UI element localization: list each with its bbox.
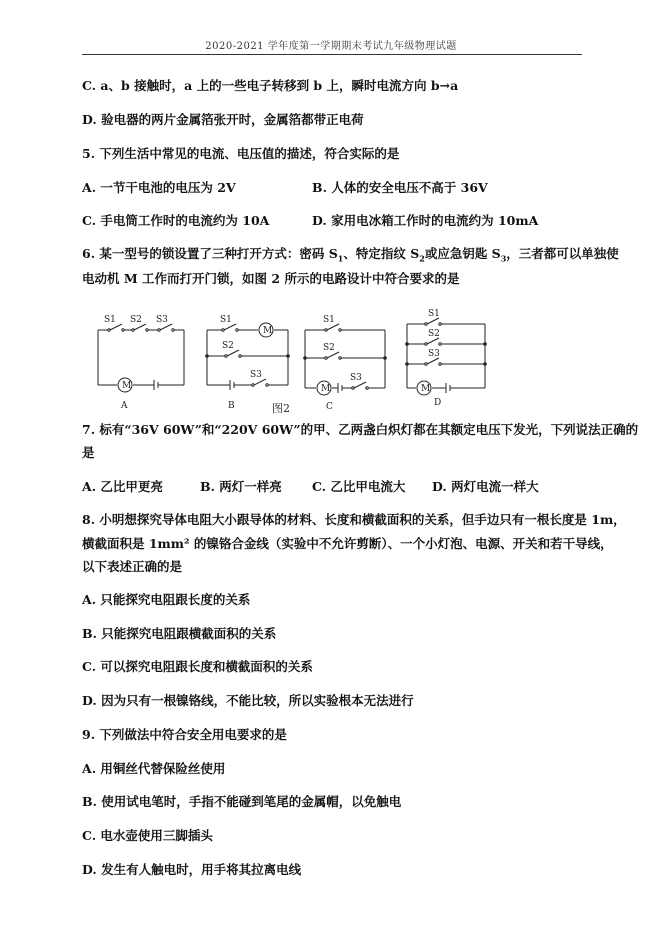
- label-s2: S2: [323, 343, 335, 353]
- node-dot: [405, 342, 409, 346]
- node-dot: [383, 356, 387, 360]
- q5-option-b: B. 人体的安全电压不高于 36V: [312, 180, 488, 195]
- q8-option-a: A. 只能探究电阻跟长度的关系: [82, 592, 251, 607]
- q6-text-a: 6. 某一型号的锁设置了三种打开方式：密码 S: [82, 246, 338, 261]
- circuit-a: [98, 324, 184, 392]
- label-s3: S3: [250, 370, 262, 380]
- circuit-c: [305, 324, 385, 395]
- label-c: C: [326, 402, 333, 412]
- circuit-d: [407, 318, 485, 395]
- q7-option-b: B. 两灯一样亮: [200, 479, 282, 494]
- q8-stem-line2: 横截面积是 1mm² 的镍铬合金线（实验中不允许剪断）、一个小灯泡、电源、开关和若干导线，: [82, 536, 613, 551]
- label-motor: M: [122, 381, 132, 391]
- node-dot: [303, 356, 307, 360]
- header-rule: [82, 54, 582, 55]
- q8-option-c: C. 可以探究电阻跟长度和横截面积的关系: [82, 659, 313, 674]
- q9-option-a: A. 用铜丝代替保险丝使用: [82, 761, 226, 776]
- label-s3: S3: [428, 349, 440, 359]
- node-dot: [405, 362, 409, 366]
- sub-3: 3: [500, 253, 507, 264]
- label-s1: S1: [104, 315, 116, 325]
- q5-stem: 5. 下列生活中常见的电流、电压值的描述，符合实际的是: [82, 146, 400, 161]
- label-s3: S3: [350, 373, 362, 383]
- node-dot: [483, 342, 487, 346]
- q6-stem-line1: [82, 246, 619, 267]
- figure-caption: 图2: [272, 402, 290, 415]
- circuit-svg: [90, 308, 510, 418]
- label-motor: M: [263, 326, 273, 336]
- q4-option-d: D. 验电器的两片金属箔张开时，金属箔都带正电荷: [82, 112, 364, 127]
- label-s1: S1: [428, 309, 440, 319]
- label-b: B: [228, 401, 235, 411]
- q8-option-d: D. 因为只有一根镍铬线，不能比较，所以实验根本无法进行: [82, 693, 414, 708]
- label-motor: M: [421, 384, 431, 394]
- q9-option-b: B. 使用试电笔时，手指不能碰到笔尾的金属帽，以免触电: [82, 794, 402, 809]
- q5-option-d: D. 家用电冰箱工作时的电流约为 10mA: [312, 213, 539, 228]
- label-s1: S1: [220, 315, 232, 325]
- node-dot: [205, 354, 209, 358]
- label-s3: S3: [156, 315, 168, 325]
- q8-stem-line1: 8. 小明想探究导体电阻大小跟导体的材料、长度和横截面积的关系，但手边只有一根长度是 1m，: [82, 512, 626, 527]
- q7-stem-line2: 是: [82, 445, 95, 460]
- circuit-figure: [90, 308, 510, 418]
- q9-option-d: D. 发生有人触电时，用手将其拉离电线: [82, 862, 302, 877]
- circuit-b: [207, 323, 288, 390]
- q7-option-d: D. 两灯电流一样大: [432, 479, 539, 494]
- q7-option-c: C. 乙比甲电流大: [312, 479, 406, 494]
- node-dot: [483, 362, 487, 366]
- page-header: 2020-2021 学年度第一学期期末考试九年级物理试题: [205, 41, 457, 52]
- q8-option-b: B. 只能探究电阻跟横截面积的关系: [82, 626, 277, 641]
- q9-option-c: C. 电水壶使用三脚插头: [82, 828, 213, 843]
- label-s2: S2: [428, 329, 440, 339]
- q5-option-c: C. 手电筒工作时的电流约为 10A: [82, 213, 270, 228]
- q7-option-a: A. 乙比甲更亮: [82, 479, 163, 494]
- node-dot: [286, 354, 290, 358]
- q8-stem-line3: 以下表述正确的是: [82, 559, 183, 574]
- label-a: A: [121, 401, 128, 411]
- q6-text-b: 、特定指纹 S: [343, 246, 420, 261]
- q4-option-c: C. a、b 接触时，a 上的一些电子转移到 b 上，瞬时电流方向 b→a: [82, 78, 459, 93]
- sub-2: 2: [419, 253, 425, 264]
- label-s1: S1: [323, 315, 335, 325]
- q9-stem: 9. 下列做法中符合安全用电要求的是: [82, 727, 287, 742]
- sub-1: 1: [337, 253, 344, 264]
- label-motor: M: [321, 384, 331, 394]
- q5-option-a: A. 一节干电池的电压为 2V: [82, 180, 236, 195]
- label-s2: S2: [222, 341, 234, 351]
- q6-text-c: 或应急钥匙 S: [424, 246, 501, 261]
- label-d: D: [434, 398, 442, 408]
- q6-stem-line2: 电动机 M 工作而打开门锁，如图 2 所示的电路设计中符合要求的是: [82, 271, 460, 286]
- q7-stem-line1: 7. 标有“36V 60W”和“220V 60W”的甲、乙两盏白炽灯都在其额定电压下发光，下列说法正确的: [82, 422, 639, 437]
- q6-text-d: ，三者都可以单独使: [506, 246, 619, 261]
- label-s2: S2: [130, 315, 142, 325]
